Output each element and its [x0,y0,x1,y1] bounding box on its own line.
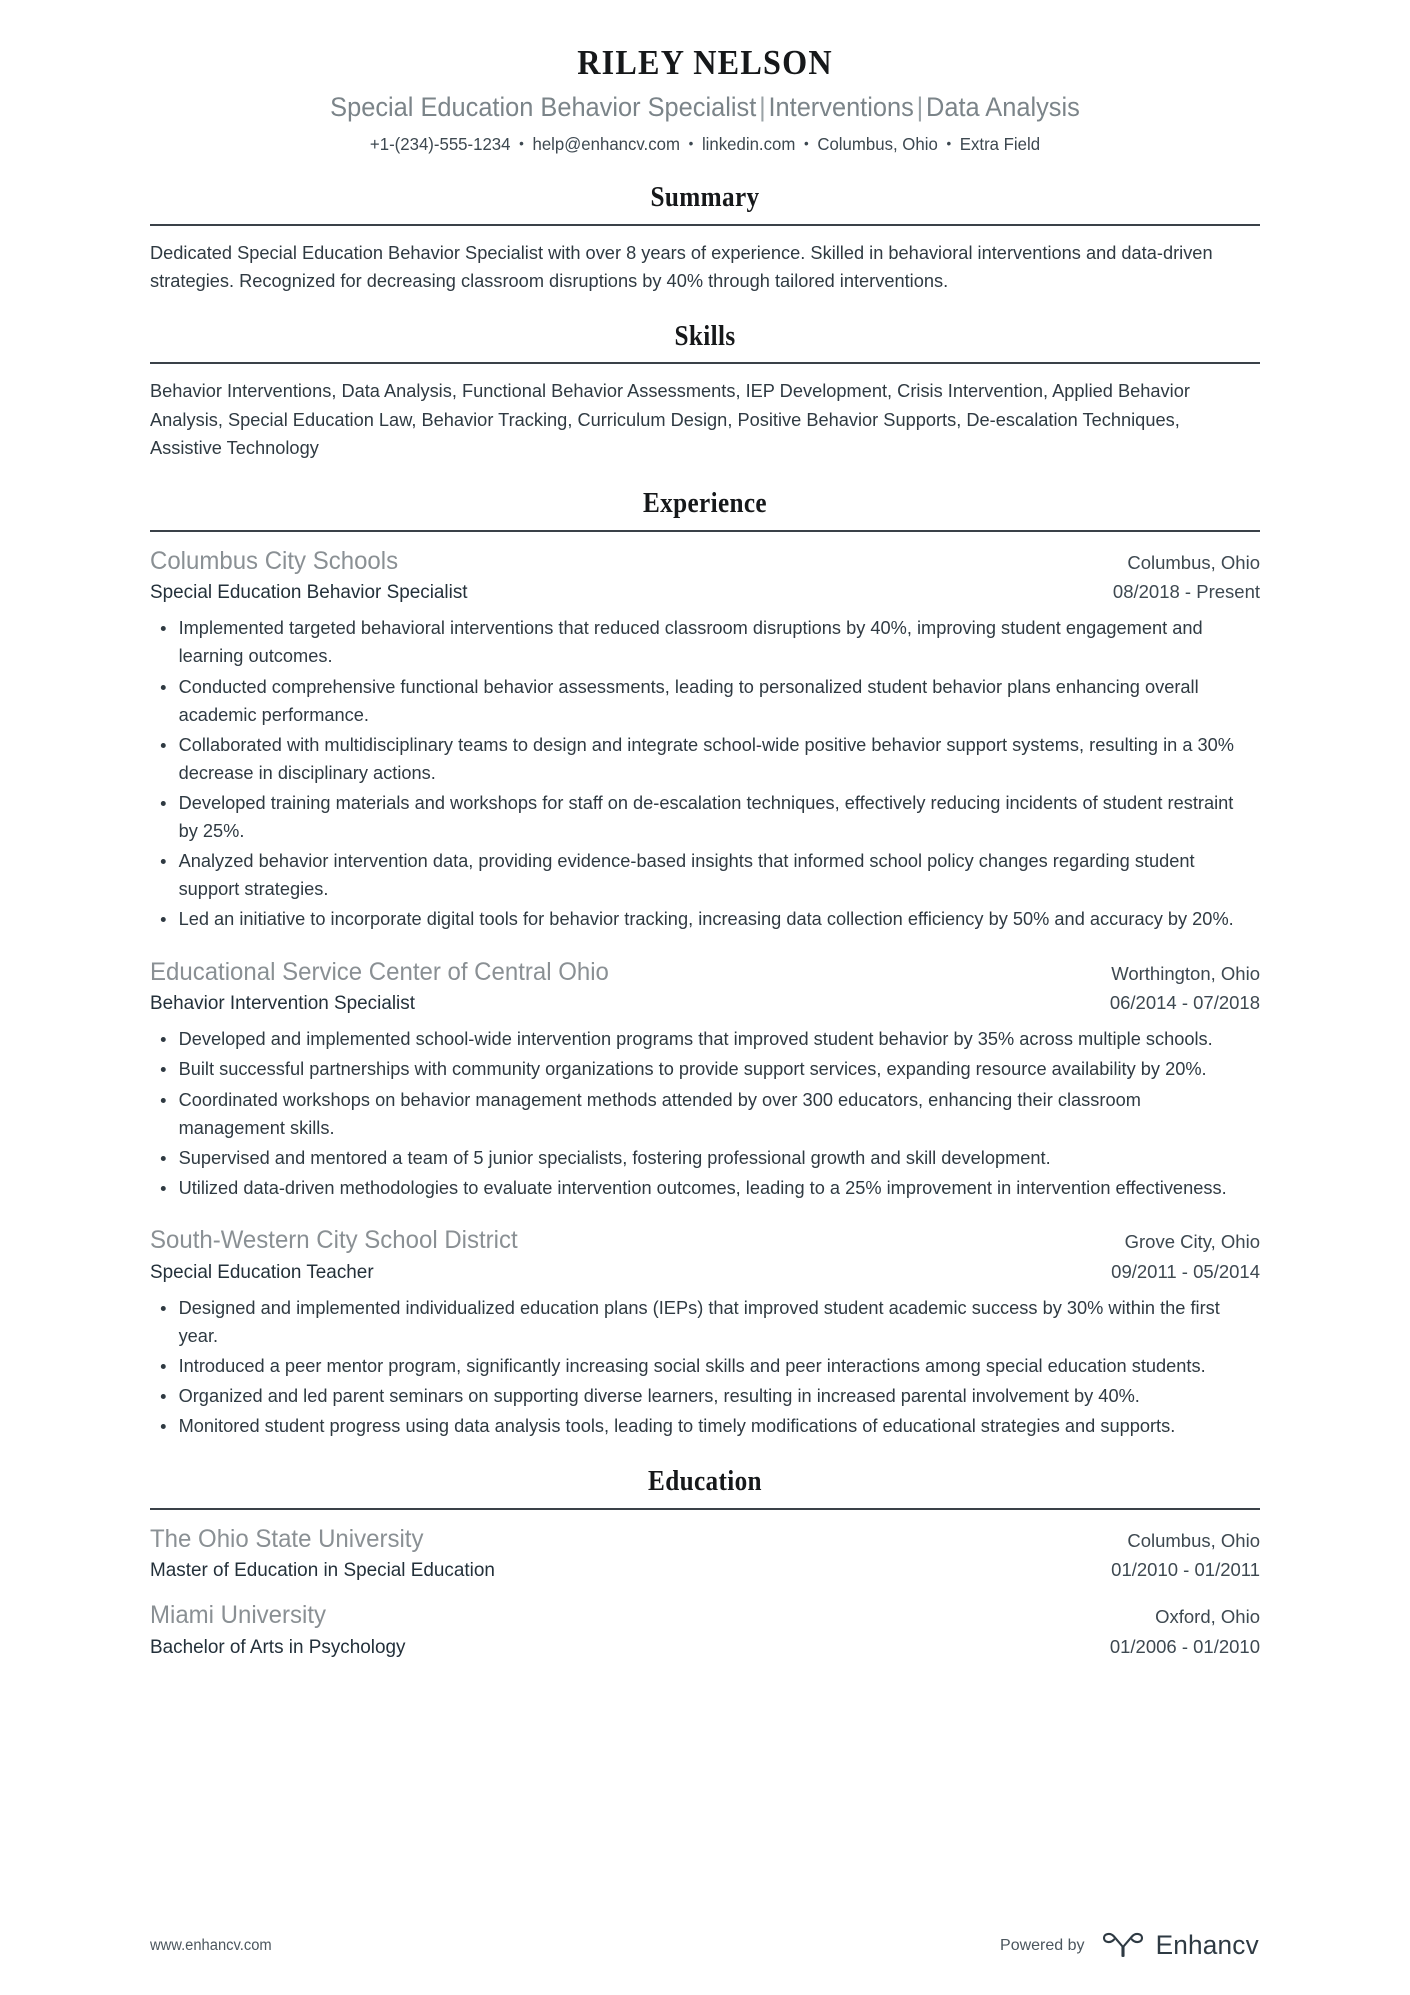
headline-separator: | [759,92,766,123]
entry-subheader-row [150,579,1260,605]
employer-name: Educational Service Center of Central Ohio [150,957,609,986]
footer-branding [1000,1930,1260,1961]
section-education [150,1466,1260,1660]
experience-entry [150,1224,1260,1440]
entry-header-row [150,1224,1260,1257]
employer-location: Worthington, Ohio [1111,962,1260,984]
contact-email[interactable]: help@enhancv.com [532,133,680,154]
job-bullet-list [150,614,1260,933]
headline-part-3: Data Analysis [926,92,1080,123]
enhancv-logo-icon [1101,1931,1145,1961]
contact-phone: +1-(234)-555-1234 [369,133,511,154]
employer-location: Grove City, Ohio [1124,1231,1260,1252]
entry-subheader-row [150,1557,1260,1583]
job-bullet: Coordinated workshops on behavior management methods attended by over 300 educators, enhancing their classroom management skills. [150,1086,1243,1142]
job-bullet: Conducted comprehensive functional behavior assessments, leading to personalized student behavior plans enhancing overall academic performance. [150,673,1243,729]
school-location: Columbus, Ohio [1127,1529,1260,1551]
contact-location: Columbus, Ohio [817,133,938,154]
headline-part-2: Interventions [768,92,914,123]
education-entry [150,1523,1260,1584]
footer-website-url[interactable]: www.enhancv.com [150,1936,272,1954]
education-entry [150,1599,1260,1660]
employer-name: South-Western City School District [150,1226,518,1254]
job-title: Special Education Teacher [150,1260,374,1283]
job-bullet: Organized and led parent seminars on supporting diverse learners, resulting in increased parental involvement by 40%. [150,1382,1243,1410]
contact-separator-dot: • [946,134,952,151]
school-location: Oxford, Ohio [1155,1606,1260,1628]
job-dates: 08/2018 - Present [1112,581,1260,603]
contact-extra-field: Extra Field [959,133,1041,154]
page-footer [150,1930,1260,1961]
enhancv-brand [1101,1930,1260,1961]
entry-subheader-row [150,990,1260,1016]
section-heading-skills: Skills [674,321,736,353]
section-summary [150,182,1260,295]
resume-sheet [150,0,1260,1660]
school-name: The Ohio State University [150,1524,424,1553]
section-skills [150,321,1260,462]
powered-by-label: Powered by [1000,1936,1085,1954]
enhancv-wordmark: Enhancv [1155,1930,1259,1960]
entry-header-row [150,956,1260,989]
contact-line [172,133,1238,157]
entry-subheader-row [150,1259,1260,1285]
entry-header-row [150,1599,1260,1632]
contact-separator-dot: • [688,134,694,151]
employer-name: Columbus City Schools [150,546,399,575]
job-bullet: Led an initiative to incorporate digital tools for behavior tracking, increasing data collection efficiency by 50% and accuracy by 20%. [150,905,1243,933]
job-bullet: Developed training materials and workshops for staff on de-escalation techniques, effectively reducing incidents of student restraint by 25%. [150,789,1243,845]
entry-header-row [150,545,1260,578]
job-bullet: Implemented targeted behavioral interventions that reduced classroom disruptions by 40%, improving student engagement and learning outcomes. [150,614,1243,670]
employer-location: Columbus, Ohio [1127,551,1260,573]
job-bullet-list [150,1025,1260,1202]
resume-header [150,42,1260,156]
job-bullet: Collaborated with multidisciplinary teams to design and integrate school-wide positive behavior support systems, resulting in a 30% decrease in disciplinary actions. [150,731,1243,787]
job-dates: 09/2011 - 05/2014 [1111,1260,1260,1282]
job-title: Behavior Intervention Specialist [150,992,415,1015]
entry-subheader-row [150,1634,1260,1660]
job-bullet: Analyzed behavior intervention data, providing evidence-based insights that informed school policy changes regarding student support strategies. [150,847,1243,903]
candidate-headline [183,90,1226,125]
job-bullet: Built successful partnerships with community organizations to provide support services, expanding resource availability by 20%. [150,1055,1243,1083]
skills-text: Behavior Interventions, Data Analysis, Functional Behavior Assessments, IEP Development, Crisis Intervention, Applied Behavior Analysis, Special Education Law, Behavior Tracking, Curriculum Design, Positive Behavior Supports, De-escalation Techniques, Assistive Technology [150,380,1190,459]
experience-entry [150,545,1260,934]
job-bullet: Developed and implemented school-wide intervention programs that improved student behavior by 35% across multiple schools. [150,1025,1243,1053]
job-title: Special Education Behavior Specialist [150,581,468,604]
section-heading-experience: Experience [643,488,767,520]
job-bullet: Introduced a peer mentor program, significantly increasing social skills and peer interactions among special education students. [150,1352,1243,1380]
degree-dates: 01/2006 - 01/2010 [1109,1635,1260,1657]
job-bullet: Monitored student progress using data analysis tools, leading to timely modifications of educational strategies and supports. [150,1412,1243,1440]
headline-separator: | [916,92,924,123]
contact-separator-dot: • [803,134,809,151]
candidate-name: RILEY NELSON [577,43,833,82]
job-bullet: Designed and implemented individualized education plans (IEPs) that improved student academic success by 30% within the first year. [150,1294,1243,1350]
section-heading-education: Education [648,1466,762,1498]
school-name: Miami University [150,1601,327,1630]
job-bullet-list [150,1294,1260,1441]
contact-linkedin[interactable]: linkedin.com [701,133,796,154]
degree-title: Master of Education in Special Education [150,1559,495,1582]
contact-separator-dot: • [519,134,524,151]
degree-title: Bachelor of Arts in Psychology [150,1635,406,1658]
job-dates: 06/2014 - 07/2018 [1109,992,1260,1014]
job-bullet: Supervised and mentored a team of 5 junior specialists, fostering professional growth and skill development. [150,1144,1243,1172]
section-heading-summary: Summary [650,182,760,214]
summary-text: Dedicated Special Education Behavior Specialist with over 8 years of experience. Skilled in behavioral interventions and data-driven strategies. Recognized for decreasing classroom disruptions by 40% through tailored interventions. [150,241,1213,291]
headline-part-1: Special Education Behavior Specialist [330,92,757,123]
section-experience [150,488,1260,1440]
experience-entry [150,956,1260,1202]
job-bullet: Utilized data-driven methodologies to evaluate intervention outcomes, leading to a 25% improvement in intervention effectiveness. [150,1174,1243,1202]
entry-header-row [150,1523,1260,1556]
degree-dates: 01/2010 - 01/2011 [1111,1559,1260,1581]
